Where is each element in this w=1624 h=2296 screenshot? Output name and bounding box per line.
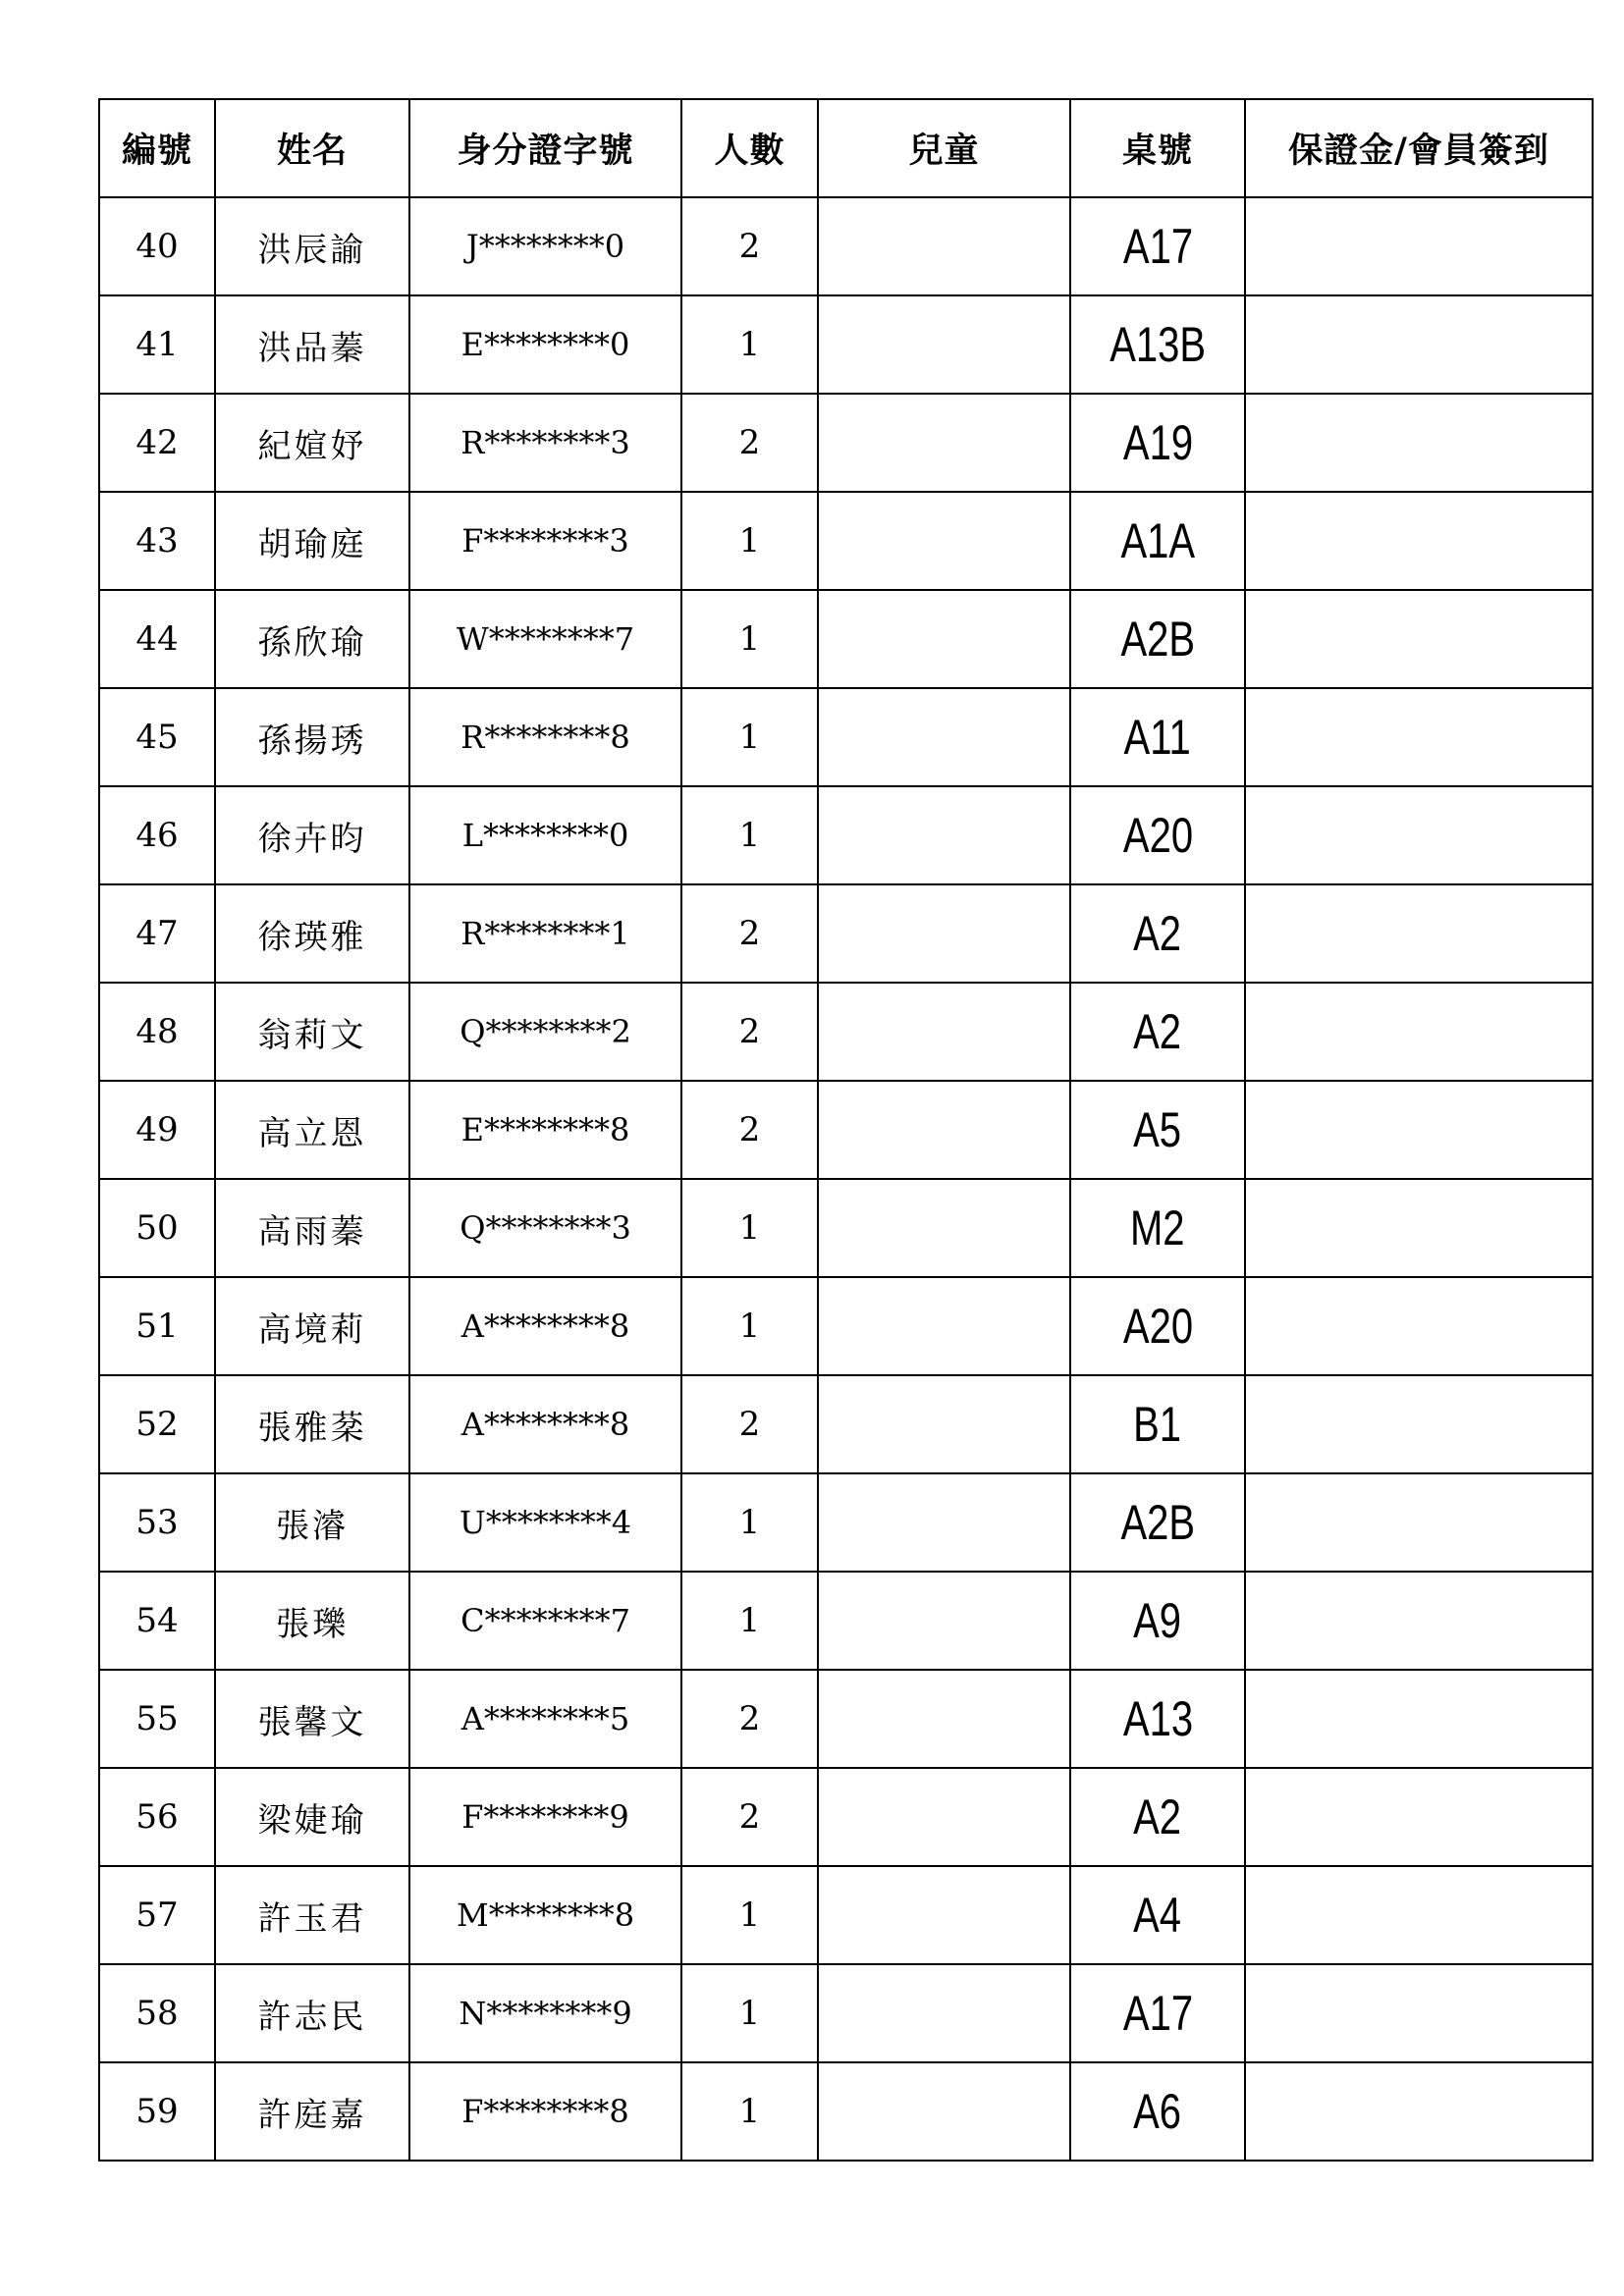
cell-table-number — [1070, 1866, 1245, 1964]
table-number-text: A2B — [1120, 1495, 1195, 1550]
cell-table-number — [1070, 1670, 1245, 1768]
cell-children — [818, 884, 1070, 983]
cell-name: 洪辰諭 — [215, 197, 409, 295]
cell-id-number: E********0 — [409, 295, 681, 394]
cell-number: 43 — [99, 492, 215, 590]
cell-id-number: W********7 — [409, 590, 681, 688]
cell-table-number — [1070, 1375, 1245, 1473]
cell-deposit-signin — [1245, 1375, 1593, 1473]
table-number-text: A2 — [1133, 1004, 1182, 1059]
cell-children — [818, 1473, 1070, 1572]
table-number-text: M2 — [1130, 1201, 1185, 1255]
table-row — [99, 983, 1593, 1081]
table-number-text: A11 — [1123, 710, 1192, 765]
cell-number: 58 — [99, 1964, 215, 2062]
cell-children — [818, 1866, 1070, 1964]
cell-headcount: 2 — [681, 1670, 818, 1768]
table-number-text: A2B — [1120, 612, 1195, 667]
table-row — [99, 394, 1593, 492]
cell-number: 55 — [99, 1670, 215, 1768]
cell-table-number — [1070, 2062, 1245, 2161]
cell-number: 52 — [99, 1375, 215, 1473]
cell-children — [818, 1081, 1070, 1179]
cell-name: 張馨文 — [215, 1670, 409, 1768]
cell-number: 56 — [99, 1768, 215, 1866]
cell-deposit-signin — [1245, 786, 1593, 884]
cell-table-number — [1070, 1473, 1245, 1572]
cell-name: 紀媗妤 — [215, 394, 409, 492]
table-number-text: B1 — [1133, 1397, 1182, 1452]
cell-table-number — [1070, 1768, 1245, 1866]
table-row — [99, 1277, 1593, 1375]
cell-headcount: 2 — [681, 197, 818, 295]
cell-name: 徐卉昀 — [215, 786, 409, 884]
cell-children — [818, 1768, 1070, 1866]
table-number-text: A9 — [1133, 1593, 1182, 1648]
cell-name: 張濬 — [215, 1473, 409, 1572]
cell-children — [818, 197, 1070, 295]
header-id-number: 身分證字號 — [409, 99, 681, 197]
cell-children — [818, 1964, 1070, 2062]
cell-name: 孫揚琇 — [215, 688, 409, 786]
table-row — [99, 295, 1593, 394]
header-deposit-signin: 保證金/會員簽到 — [1245, 99, 1593, 197]
cell-children — [818, 1375, 1070, 1473]
cell-name: 孫欣瑜 — [215, 590, 409, 688]
cell-deposit-signin — [1245, 688, 1593, 786]
cell-deposit-signin — [1245, 1964, 1593, 2062]
header-table-number: 桌號 — [1070, 99, 1245, 197]
cell-children — [818, 2062, 1070, 2161]
table-number-text: A13B — [1110, 317, 1206, 372]
cell-number: 46 — [99, 786, 215, 884]
cell-number: 59 — [99, 2062, 215, 2161]
cell-id-number: A********8 — [409, 1277, 681, 1375]
table-number-text: A4 — [1133, 1888, 1182, 1943]
cell-table-number — [1070, 394, 1245, 492]
header-row — [99, 99, 1593, 197]
cell-id-number: F********8 — [409, 2062, 681, 2161]
cell-id-number: A********8 — [409, 1375, 681, 1473]
cell-table-number — [1070, 1572, 1245, 1670]
cell-table-number — [1070, 884, 1245, 983]
cell-id-number: R********8 — [409, 688, 681, 786]
table-row — [99, 2062, 1593, 2161]
cell-number: 40 — [99, 197, 215, 295]
header-number: 編號 — [99, 99, 215, 197]
cell-name: 許庭嘉 — [215, 2062, 409, 2161]
cell-children — [818, 1572, 1070, 1670]
cell-id-number: N********9 — [409, 1964, 681, 2062]
cell-deposit-signin — [1245, 1081, 1593, 1179]
table-row — [99, 1473, 1593, 1572]
table-number-text: A2 — [1133, 1789, 1182, 1844]
table-row — [99, 1179, 1593, 1277]
cell-headcount: 1 — [681, 2062, 818, 2161]
cell-headcount: 2 — [681, 1081, 818, 1179]
table-row — [99, 197, 1593, 295]
cell-headcount: 1 — [681, 1277, 818, 1375]
cell-name: 許玉君 — [215, 1866, 409, 1964]
cell-name: 徐瑛雅 — [215, 884, 409, 983]
cell-children — [818, 492, 1070, 590]
cell-name: 許志民 — [215, 1964, 409, 2062]
cell-headcount: 1 — [681, 295, 818, 394]
table-number-text: A2 — [1133, 906, 1182, 961]
cell-headcount: 2 — [681, 983, 818, 1081]
table-row — [99, 1572, 1593, 1670]
cell-headcount: 1 — [681, 1179, 818, 1277]
cell-deposit-signin — [1245, 884, 1593, 983]
cell-id-number: R********1 — [409, 884, 681, 983]
table-number-text: A19 — [1122, 415, 1193, 470]
cell-number: 47 — [99, 884, 215, 983]
table-number-text: A17 — [1122, 1986, 1193, 2041]
table-number-text: A5 — [1133, 1102, 1182, 1157]
cell-deposit-signin — [1245, 590, 1593, 688]
cell-name: 張瓅 — [215, 1572, 409, 1670]
cell-deposit-signin — [1245, 2062, 1593, 2161]
header-headcount: 人數 — [681, 99, 818, 197]
table-number-text: A17 — [1122, 219, 1193, 274]
cell-headcount: 1 — [681, 1964, 818, 2062]
cell-deposit-signin — [1245, 1473, 1593, 1572]
cell-number: 45 — [99, 688, 215, 786]
cell-table-number — [1070, 688, 1245, 786]
table-row — [99, 1670, 1593, 1768]
cell-id-number: C********7 — [409, 1572, 681, 1670]
cell-headcount: 1 — [681, 1572, 818, 1670]
cell-id-number: F********9 — [409, 1768, 681, 1866]
table-row — [99, 786, 1593, 884]
cell-name: 高雨蓁 — [215, 1179, 409, 1277]
cell-headcount: 1 — [681, 492, 818, 590]
cell-id-number: M********8 — [409, 1866, 681, 1964]
cell-number: 54 — [99, 1572, 215, 1670]
table-number-text: A1A — [1120, 513, 1195, 568]
cell-id-number: L********0 — [409, 786, 681, 884]
cell-table-number — [1070, 492, 1245, 590]
cell-headcount: 2 — [681, 1375, 818, 1473]
table-row — [99, 1768, 1593, 1866]
cell-id-number: R********3 — [409, 394, 681, 492]
cell-children — [818, 1277, 1070, 1375]
cell-deposit-signin — [1245, 983, 1593, 1081]
table-row — [99, 590, 1593, 688]
cell-deposit-signin — [1245, 394, 1593, 492]
cell-id-number: E********8 — [409, 1081, 681, 1179]
cell-number: 48 — [99, 983, 215, 1081]
header-children: 兒童 — [818, 99, 1070, 197]
cell-table-number — [1070, 983, 1245, 1081]
cell-children — [818, 1179, 1070, 1277]
cell-table-number — [1070, 786, 1245, 884]
cell-children — [818, 590, 1070, 688]
cell-id-number: Q********2 — [409, 983, 681, 1081]
cell-table-number — [1070, 1964, 1245, 2062]
cell-table-number — [1070, 197, 1245, 295]
cell-children — [818, 983, 1070, 1081]
table-row — [99, 688, 1593, 786]
cell-headcount: 2 — [681, 394, 818, 492]
table-number-text: A20 — [1122, 1299, 1193, 1354]
cell-headcount: 2 — [681, 1768, 818, 1866]
table-row — [99, 1964, 1593, 2062]
cell-table-number — [1070, 1277, 1245, 1375]
cell-table-number — [1070, 590, 1245, 688]
cell-id-number: J********0 — [409, 197, 681, 295]
cell-table-number — [1070, 295, 1245, 394]
cell-name: 梁婕瑜 — [215, 1768, 409, 1866]
table-row — [99, 1375, 1593, 1473]
roster-body — [99, 197, 1593, 2161]
cell-number: 51 — [99, 1277, 215, 1375]
table-number-text: A20 — [1122, 808, 1193, 863]
cell-deposit-signin — [1245, 295, 1593, 394]
cell-name: 高立恩 — [215, 1081, 409, 1179]
table-number-text: A13 — [1122, 1691, 1193, 1746]
cell-headcount: 1 — [681, 688, 818, 786]
cell-table-number — [1070, 1179, 1245, 1277]
cell-deposit-signin — [1245, 1179, 1593, 1277]
cell-deposit-signin — [1245, 492, 1593, 590]
cell-id-number: U********4 — [409, 1473, 681, 1572]
cell-children — [818, 1670, 1070, 1768]
cell-deposit-signin — [1245, 1277, 1593, 1375]
roster-table — [98, 98, 1594, 2162]
cell-deposit-signin — [1245, 1768, 1593, 1866]
cell-number: 41 — [99, 295, 215, 394]
table-number-text: A6 — [1133, 2084, 1182, 2139]
cell-name: 翁莉文 — [215, 983, 409, 1081]
cell-deposit-signin — [1245, 1866, 1593, 1964]
table-row — [99, 1866, 1593, 1964]
cell-id-number: Q********3 — [409, 1179, 681, 1277]
table-row — [99, 492, 1593, 590]
cell-number: 42 — [99, 394, 215, 492]
cell-number: 44 — [99, 590, 215, 688]
cell-children — [818, 786, 1070, 884]
header-name: 姓名 — [215, 99, 409, 197]
table-row — [99, 1081, 1593, 1179]
cell-id-number: F********3 — [409, 492, 681, 590]
cell-number: 49 — [99, 1081, 215, 1179]
cell-id-number: A********5 — [409, 1670, 681, 1768]
cell-headcount: 1 — [681, 1866, 818, 1964]
cell-name: 高境莉 — [215, 1277, 409, 1375]
cell-deposit-signin — [1245, 197, 1593, 295]
cell-children — [818, 688, 1070, 786]
cell-headcount: 1 — [681, 1473, 818, 1572]
cell-number: 53 — [99, 1473, 215, 1572]
cell-headcount: 1 — [681, 590, 818, 688]
cell-children — [818, 394, 1070, 492]
cell-headcount: 2 — [681, 884, 818, 983]
cell-name: 張雅棻 — [215, 1375, 409, 1473]
cell-number: 57 — [99, 1866, 215, 1964]
cell-children — [818, 295, 1070, 394]
cell-name: 洪品蓁 — [215, 295, 409, 394]
cell-deposit-signin — [1245, 1670, 1593, 1768]
cell-table-number — [1070, 1081, 1245, 1179]
cell-deposit-signin — [1245, 1572, 1593, 1670]
cell-number: 50 — [99, 1179, 215, 1277]
cell-name: 胡瑜庭 — [215, 492, 409, 590]
table-row — [99, 884, 1593, 983]
cell-headcount: 1 — [681, 786, 818, 884]
